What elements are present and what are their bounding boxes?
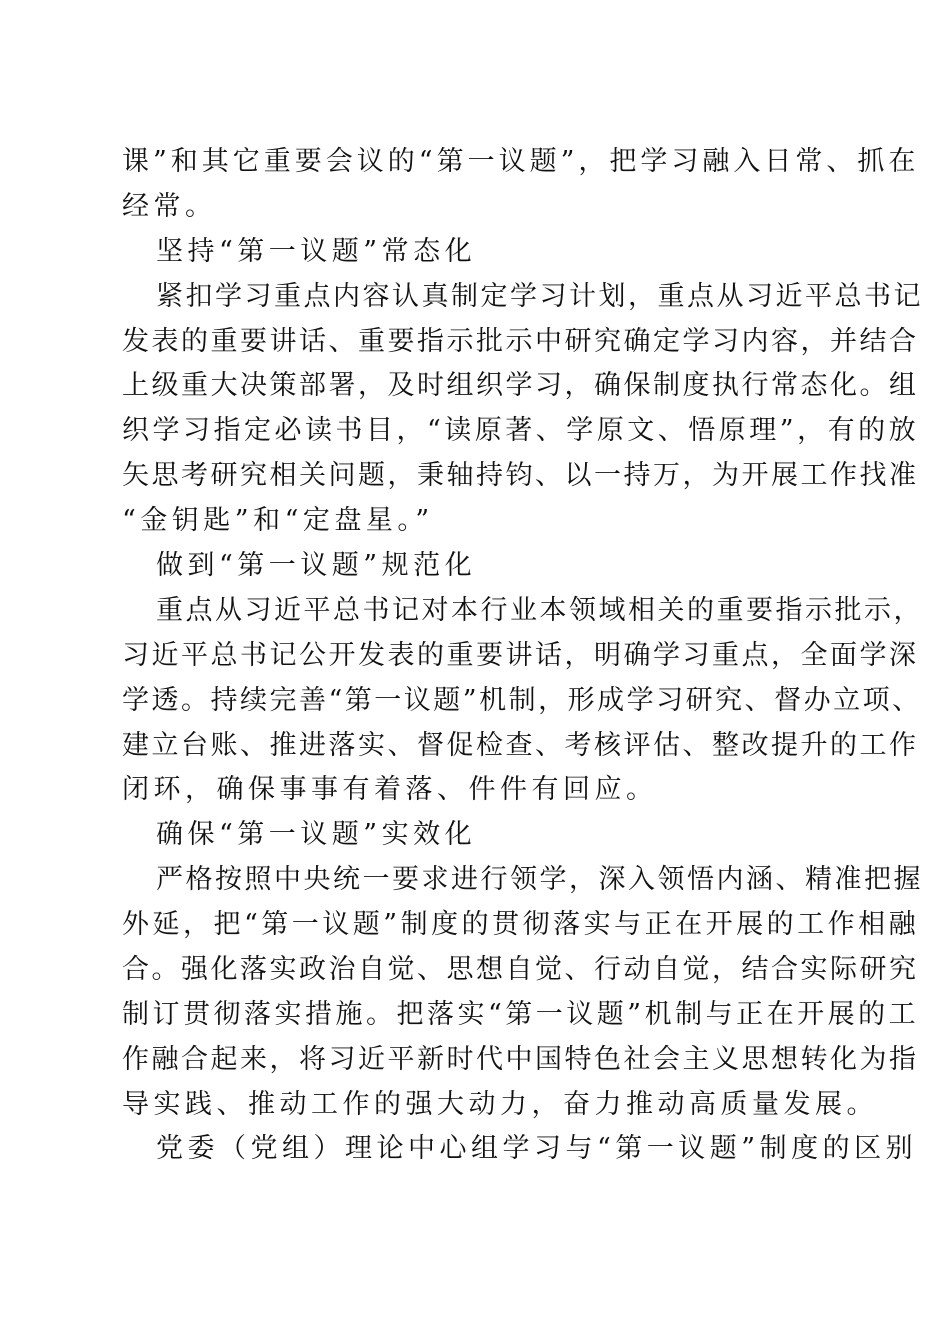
- text-line: 严格按照中央统一要求进行领学，深入领悟内涵、精准把握: [156, 864, 923, 895]
- text-line: 外延，把“第一议题”制度的贯彻落实与正在开展的工作相融: [122, 909, 920, 940]
- text-line: 习近平总书记公开发表的重要讲话，明确学习重点，全面学深: [122, 640, 919, 671]
- text-line: 作融合起来，将习近平新时代中国特色社会主义思想转化为指: [122, 1044, 919, 1075]
- section-heading: 党委（党组）理论中心组学习与“第一议题”制度的区别: [156, 1133, 918, 1164]
- text-line: 合。强化落实政治自觉、思想自觉、行动自觉，结合实际研究: [122, 954, 919, 985]
- text-line: “金钥匙”和“定盘星。”: [122, 505, 434, 536]
- text-line: 紧扣学习重点内容认真制定学习计划，重点从习近平总书记: [156, 281, 923, 312]
- text-line: 经常。: [122, 191, 217, 222]
- text-line: 发表的重要讲话、重要指示批示中研究确定学习内容，并结合: [122, 326, 919, 357]
- text-line: 矢思考研究相关问题，秉轴持钧、以一持万，为开展工作找准: [122, 460, 919, 491]
- text-line: 学透。持续完善“第一议题”机制，形成学习研究、督办立项、: [122, 685, 922, 716]
- section-heading: 做到“第一议题”规范化: [156, 550, 477, 581]
- text-line: 重点从习近平总书记对本行业本领域相关的重要指示批示，: [156, 595, 923, 626]
- section-heading: 坚持“第一议题”常态化: [156, 236, 477, 267]
- text-line: 制订贯彻落实措施。把落实“第一议题”机制与正在开展的工: [122, 999, 920, 1030]
- text-line: 织学习指定必读书目，“读原著、学原文、悟原理”，有的放: [122, 415, 920, 446]
- text-line: 课”和其它重要会议的“第一议题”，把学习融入日常、抓在: [122, 146, 920, 177]
- text-line: 导实践、推动工作的强大动力，奋力推动高质量发展。: [122, 1089, 878, 1120]
- text-line: 建立台账、推进落实、督促检查、考核评估、整改提升的工作: [122, 730, 919, 761]
- text-line: 闭环，确保事事有着落、件件有回应。: [122, 774, 658, 805]
- text-line: 上级重大决策部署，及时组织学习，确保制度执行常态化。组: [122, 370, 919, 401]
- section-heading: 确保“第一议题”实效化: [156, 819, 477, 850]
